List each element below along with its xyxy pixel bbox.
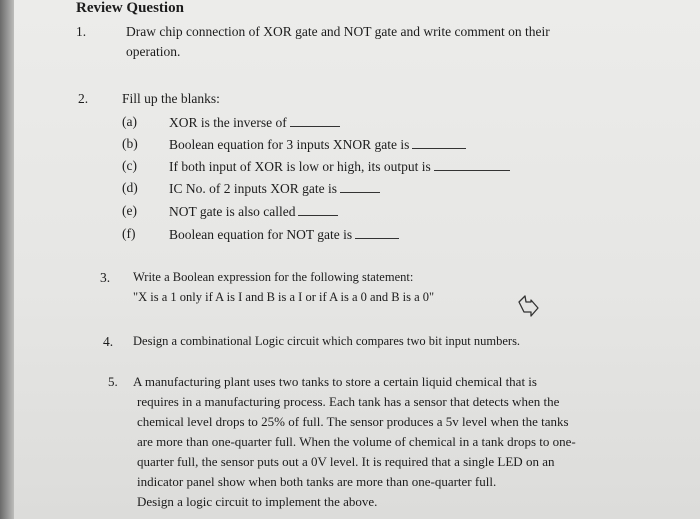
question-4-number: 4. [103, 334, 114, 349]
answer-blank[interactable] [298, 203, 338, 216]
question-5-number: 5. [108, 374, 118, 389]
question-2-number: 2. [78, 91, 89, 106]
page-title: Review Question [76, 0, 184, 16]
blank-item-label: (c) [122, 158, 137, 173]
paragraph-line: chemical level drops to 25% of full. The sensor produces a 5v level when the tanks [137, 414, 569, 429]
question-5-paragraph [133, 372, 576, 512]
answer-blank[interactable] [412, 136, 466, 149]
question-1-text-line-2: operation. [126, 44, 181, 59]
question-1-text-line-1: Draw chip connection of XOR gate and NOT gate and write comment on their [126, 24, 550, 39]
blank-item-text: XOR is the inverse of [169, 114, 340, 131]
blank-item-text: IC No. of 2 inputs XOR gate is [169, 180, 380, 197]
blank-item-text: Boolean equation for 3 inputs XNOR gate is [169, 136, 466, 153]
answer-blank[interactable] [355, 226, 399, 239]
question-4-text: Design a combinational Logic circuit which compares two bit input numbers. [133, 334, 521, 348]
paragraph-line: are more than one-quarter full. When the volume of chemical in a tank drops to one- [137, 434, 576, 449]
blank-item-text: NOT gate is also called [169, 203, 338, 220]
question-3-text-line-2: "X is a 1 only if A is I and B is a I or if A is a 0 and B is a 0" [133, 290, 435, 304]
blank-item-label: (d) [122, 180, 138, 195]
answer-blank[interactable] [340, 180, 380, 193]
answer-blank[interactable] [434, 158, 510, 171]
blank-item-text: If both input of XOR is low or high, its output is [169, 158, 510, 175]
page-edge-shadow [0, 0, 14, 519]
blank-item-label: (b) [122, 136, 138, 151]
paragraph-line: Design a logic circuit to implement the above. [137, 494, 378, 509]
question-2-prompt: Fill up the blanks: [122, 91, 220, 106]
paragraph-line: indicator panel show when both tanks are more than one-quarter full. [137, 474, 497, 489]
question-1-number: 1. [76, 24, 87, 39]
blank-item-label: (e) [122, 203, 137, 218]
question-3-text-line-1: Write a Boolean expression for the following statement: [133, 270, 414, 284]
mouse-pointer-icon [516, 291, 540, 317]
paragraph-line: quarter full, the sensor puts out a 0V level. It is required that a single LED on an [137, 454, 555, 469]
question-3-number: 3. [100, 270, 111, 285]
blank-item-label: (a) [122, 114, 137, 129]
blank-item-text: Boolean equation for NOT gate is [169, 226, 399, 243]
answer-blank[interactable] [290, 114, 340, 127]
paragraph-line: requires in a manufacturing process. Each tank has a sensor that detects when the [137, 394, 560, 409]
blank-item-label: (f) [122, 226, 136, 241]
paragraph-line: A manufacturing plant uses two tanks to store a certain liquid chemical that is [133, 374, 537, 389]
